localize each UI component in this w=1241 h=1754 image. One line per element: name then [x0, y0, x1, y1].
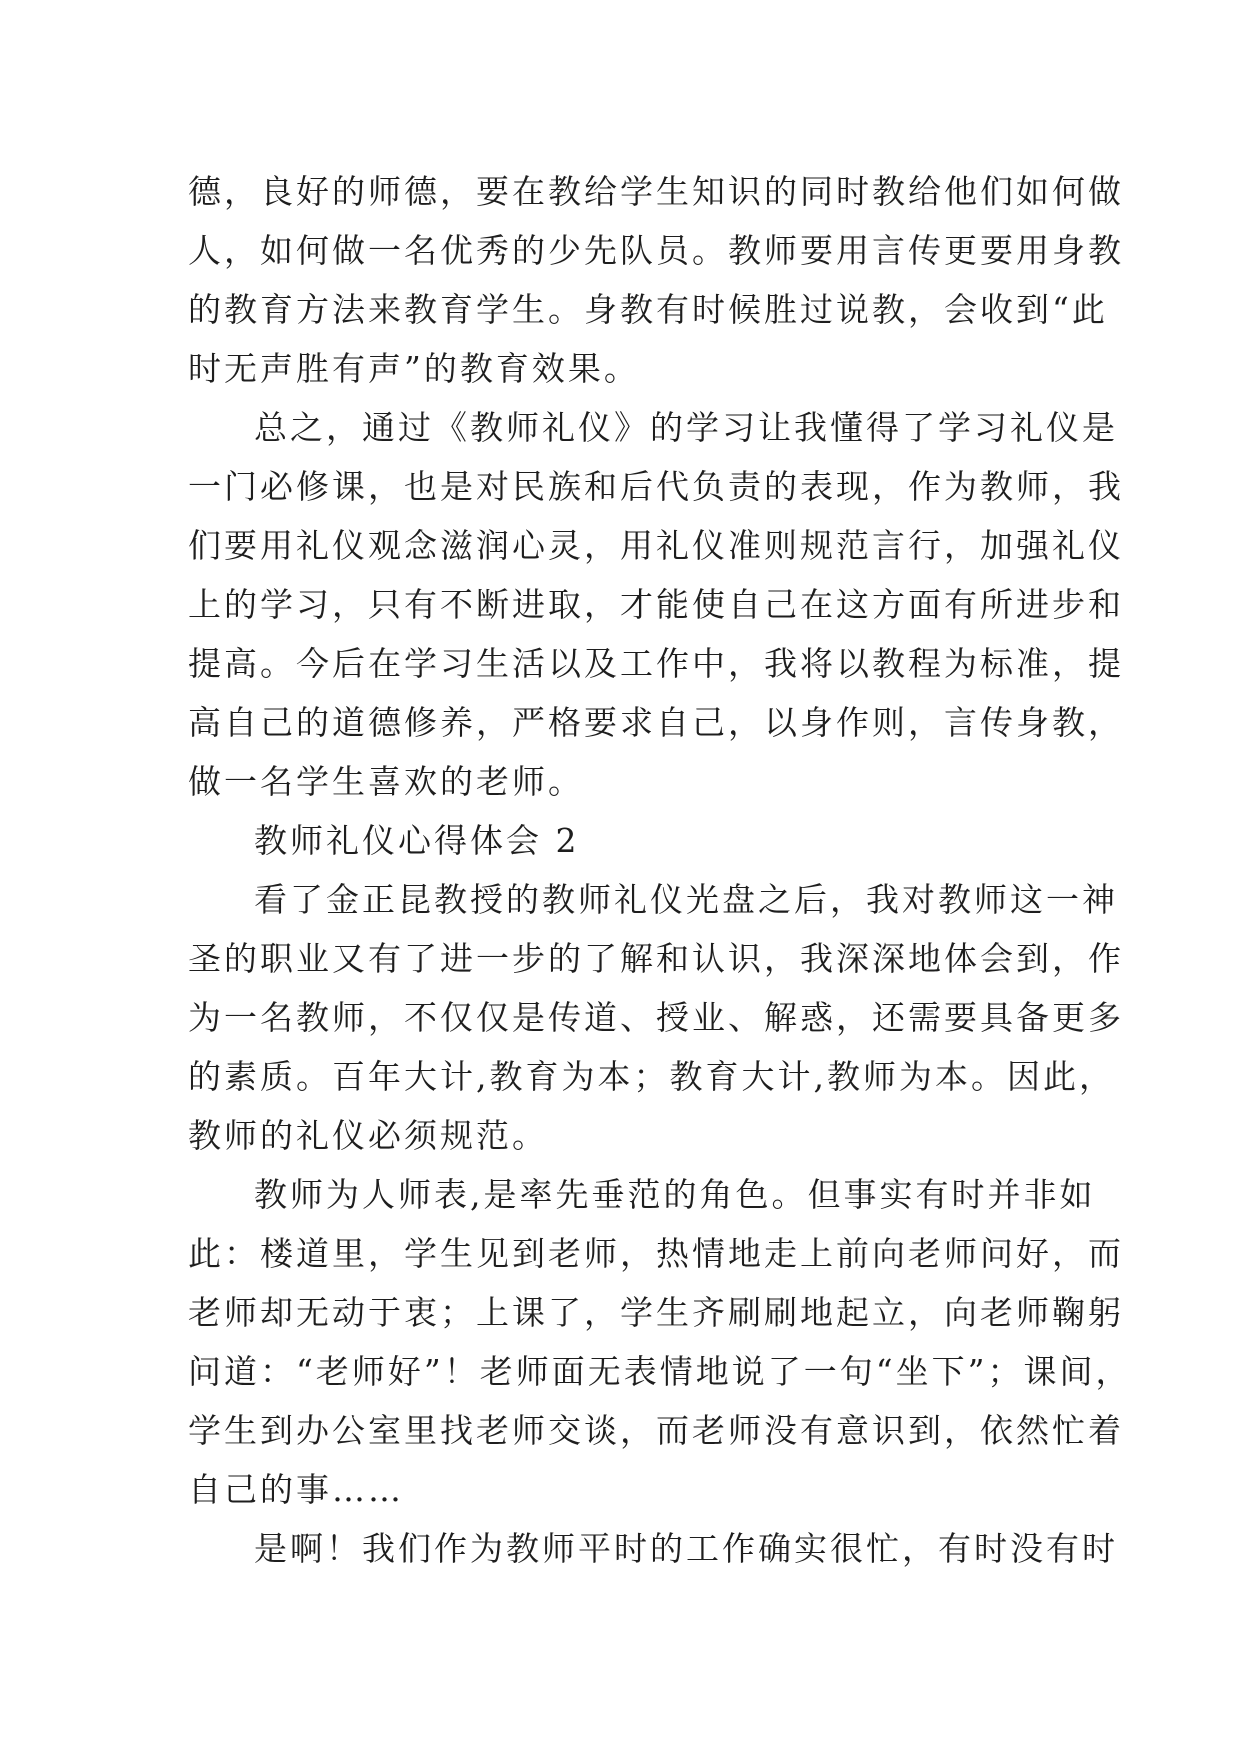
- text-line: 高自己的道德修养，严格要求自己，以身作则，言传身教，: [188, 703, 1124, 742]
- text-line: 看了金正昆教授的教师礼仪光盘之后，我对教师这一神: [254, 880, 1118, 919]
- text-line: 自己的事……: [188, 1470, 404, 1509]
- text-line: 圣的职业又有了进一步的了解和认识，我深深地体会到，作: [188, 939, 1124, 978]
- text-line: 为一名教师，不仅仅是传道、授业、解惑，还需要具备更多: [188, 998, 1124, 1037]
- text-line: 问道：“老师好”！老师面无表情地说了一句“坐下”；课间，: [188, 1352, 1132, 1391]
- text-line: 的素质。百年大计,教育为本；教育大计,教师为本。因此，: [188, 1057, 1115, 1096]
- text-line: 们要用礼仪观念滋润心灵，用礼仪准则规范言行，加强礼仪: [188, 526, 1124, 565]
- text-line: 时无声胜有声”的教育效果。: [188, 349, 640, 388]
- text-line: 教师的礼仪必须规范。: [188, 1116, 548, 1155]
- text-line: 总之，通过《教师礼仪》的学习让我懂得了学习礼仪是: [254, 408, 1118, 447]
- text-line: 此：楼道里，学生见到老师，热情地走上前向老师问好，而: [188, 1234, 1124, 1273]
- text-line: 是啊！我们作为教师平时的工作确实很忙，有时没有时: [254, 1529, 1118, 1568]
- text-line: 人，如何做一名优秀的少先队员。教师要用言传更要用身教: [188, 231, 1124, 270]
- section-heading: 教师礼仪心得体会 2: [254, 821, 580, 860]
- text-line: 一门必修课，也是对民族和后代负责的表现，作为教师，我: [188, 467, 1124, 506]
- text-line: 老师却无动于衷；上课了，学生齐刷刷地起立，向老师鞠躬: [188, 1293, 1124, 1332]
- document-body: [188, 162, 1132, 1578]
- text-line: 教师为人师表,是率先垂范的角色。但事实有时并非如: [254, 1175, 1096, 1214]
- text-line: 的教育方法来教育学生。身教有时候胜过说教，会收到“此: [188, 290, 1108, 329]
- text-line: 做一名学生喜欢的老师。: [188, 762, 584, 801]
- text-line: 提高。今后在学习生活以及工作中，我将以教程为标准，提: [188, 644, 1124, 683]
- text-line: 学生到办公室里找老师交谈，而老师没有意识到，依然忙着: [188, 1411, 1124, 1450]
- text-line: 德，良好的师德，要在教给学生知识的同时教给他们如何做: [188, 172, 1124, 211]
- text-line: 上的学习，只有不断进取，才能使自己在这方面有所进步和: [188, 585, 1124, 624]
